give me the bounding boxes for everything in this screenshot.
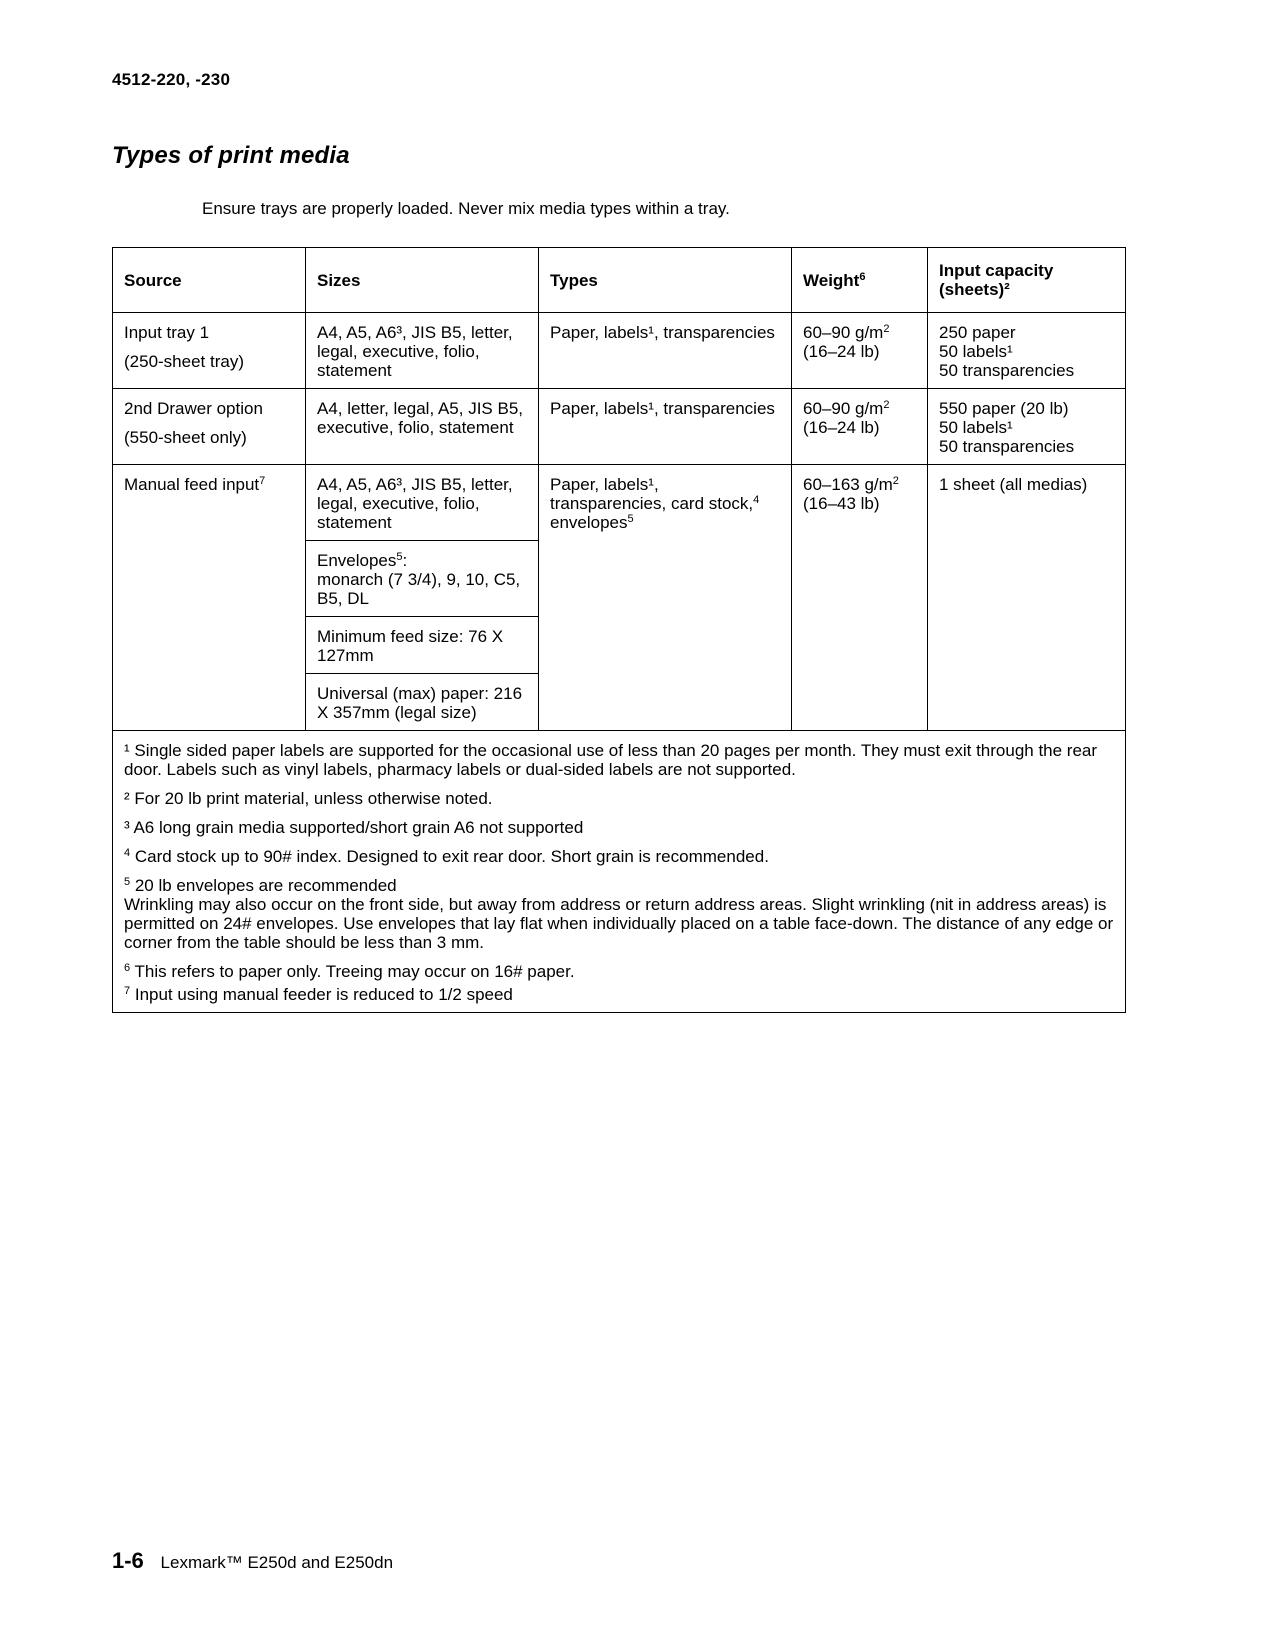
source-name: Manual feed input — [124, 475, 260, 494]
weight-superscript: 2 — [892, 475, 899, 487]
weight-imperial: (16–24 lb) — [803, 418, 880, 437]
source-footnote-mark: 7 — [259, 475, 266, 487]
header-types — [539, 248, 792, 313]
types-footnote-mark: 4 — [753, 494, 760, 506]
footnote-1: ¹ Single sided paper labels are supported for the occasional use of less than 20 pages per month. They must exit through the rear door. Labels such as vinyl labels, pharmacy labels or dual-sided labels are not supported. — [124, 741, 1098, 779]
cell-capacity — [928, 313, 1126, 389]
weight-metric: 60–90 g/m — [803, 399, 884, 418]
capacity-paper: 550 paper (20 lb) — [939, 399, 1069, 418]
footnote-4-text: Card stock up to 90# index. Designed to exit rear door. Short grain is recommended. — [130, 847, 769, 866]
header-capacity-unit: (sheets)² — [939, 280, 1010, 299]
footnote-7-mark: 7 — [124, 985, 131, 997]
cell-sizes: A4, letter, legal, A5, JIS B5, executive, folio, statement — [306, 389, 539, 465]
model-number-header: 4512-220, -230 — [112, 70, 231, 89]
table-row — [113, 465, 1126, 541]
header-types-label: Types — [550, 270, 598, 290]
envelopes-colon: : — [402, 551, 408, 570]
header-source-label: Source — [124, 270, 182, 290]
capacity-paper: 250 paper — [939, 323, 1016, 342]
envelopes-footnote-mark: 5 — [396, 551, 403, 563]
header-source — [113, 248, 306, 313]
page-number: 1-6 — [112, 1548, 144, 1573]
footnote-3: ³ A6 long grain media supported/short grain A6 not supported — [124, 818, 584, 837]
footnote-5 — [124, 876, 1114, 952]
page-footer — [112, 1548, 393, 1574]
envelopes-label: Envelopes — [317, 551, 397, 570]
header-sizes — [306, 248, 539, 313]
cell-sizes: A4, A5, A6³, JIS B5, letter, legal, executive, folio, statement — [306, 313, 539, 389]
weight-metric: 60–90 g/m — [803, 323, 884, 342]
footnote-6-text: This refers to paper only. Treeing may occur on 16# paper. — [130, 962, 575, 981]
weight-imperial: (16–43 lb) — [803, 494, 880, 513]
source-capacity-note: (550-sheet only) — [124, 428, 247, 447]
capacity-transparencies: 50 transparencies — [939, 361, 1075, 380]
types-footnote-mark: 5 — [627, 513, 634, 525]
cell-sizes: A4, A5, A6³, JIS B5, letter, legal, executive, folio, statement — [306, 465, 539, 541]
table-row — [113, 313, 1126, 389]
cell-weight — [792, 389, 928, 465]
cell-weight — [792, 465, 928, 731]
cell-types — [539, 465, 792, 731]
intro-text: Ensure trays are properly loaded. Never mix media types within a tray. — [202, 199, 730, 218]
weight-superscript: 2 — [883, 323, 890, 335]
cell-types: Paper, labels¹, transparencies — [539, 313, 792, 389]
cell-capacity: 1 sheet (all medias) — [928, 465, 1126, 731]
envelopes-sizes: monarch (7 3/4), 9, 10, C5, B5, DL — [317, 570, 521, 608]
weight-metric: 60–163 g/m — [803, 475, 893, 494]
footnote-7-text: Input using manual feeder is reduced to 1/2 speed — [130, 985, 513, 1004]
cell-source — [113, 389, 306, 465]
types-text: transparencies, card stock, — [550, 494, 754, 513]
table-header-row — [113, 248, 1126, 313]
weight-imperial: (16–24 lb) — [803, 342, 880, 361]
cell-types: Paper, labels¹, transparencies — [539, 389, 792, 465]
section-title: Types of print media — [112, 142, 350, 169]
source-capacity-note: (250-sheet tray) — [124, 352, 244, 371]
capacity-transparencies: 50 transparencies — [939, 437, 1075, 456]
footnote-2: ² For 20 lb print material, unless otherwise noted. — [124, 789, 493, 808]
source-name: Input tray 1 — [124, 323, 210, 342]
source-name: 2nd Drawer option — [124, 399, 263, 418]
capacity-labels: 50 labels¹ — [939, 342, 1013, 361]
footnotes-row — [113, 731, 1126, 1013]
header-weight — [792, 248, 928, 313]
weight-superscript: 2 — [883, 399, 890, 411]
header-capacity — [928, 248, 1126, 313]
footnote-5-mark: 5 — [124, 876, 131, 888]
header-weight-footnote-mark: 6 — [859, 270, 866, 283]
cell-sizes-minimum: Minimum feed size: 76 X 127mm — [306, 617, 539, 674]
footnote-5-detail: Wrinkling may also occur on the front side, but away from address or return address areas. Slight wrinkling (nit in address areas) is permitted on 24# envelopes. Use envelopes that lay flat when individually placed on a table face-down. The distance of any edge or corner from the table should be less than 3 mm. — [124, 895, 1114, 952]
table-row — [113, 389, 1126, 465]
footnotes-cell — [113, 731, 1126, 1013]
capacity-labels: 50 labels¹ — [939, 418, 1013, 437]
footnote-4 — [124, 847, 1114, 866]
print-media-table — [112, 247, 1126, 1013]
header-sizes-label: Sizes — [317, 270, 361, 290]
types-text: Paper, labels¹, — [550, 475, 659, 494]
cell-sizes-universal: Universal (max) paper: 216 X 357mm (legal size) — [306, 674, 539, 731]
footnote-6-mark: 6 — [124, 962, 131, 974]
cell-sizes-envelopes — [306, 541, 539, 617]
header-capacity-label: Input capacity — [939, 261, 1054, 280]
footnote-4-mark: 4 — [124, 847, 131, 859]
footnote-6 — [124, 962, 1114, 981]
types-text: envelopes — [550, 513, 628, 532]
cell-source — [113, 465, 306, 731]
footnote-5-text: 20 lb envelopes are recommended — [130, 876, 397, 895]
cell-source — [113, 313, 306, 389]
footnote-7 — [124, 985, 1114, 1004]
header-weight-label: Weight — [803, 270, 860, 290]
cell-weight — [792, 313, 928, 389]
product-name: Lexmark™ E250d and E250dn — [160, 1553, 394, 1572]
cell-capacity — [928, 389, 1126, 465]
